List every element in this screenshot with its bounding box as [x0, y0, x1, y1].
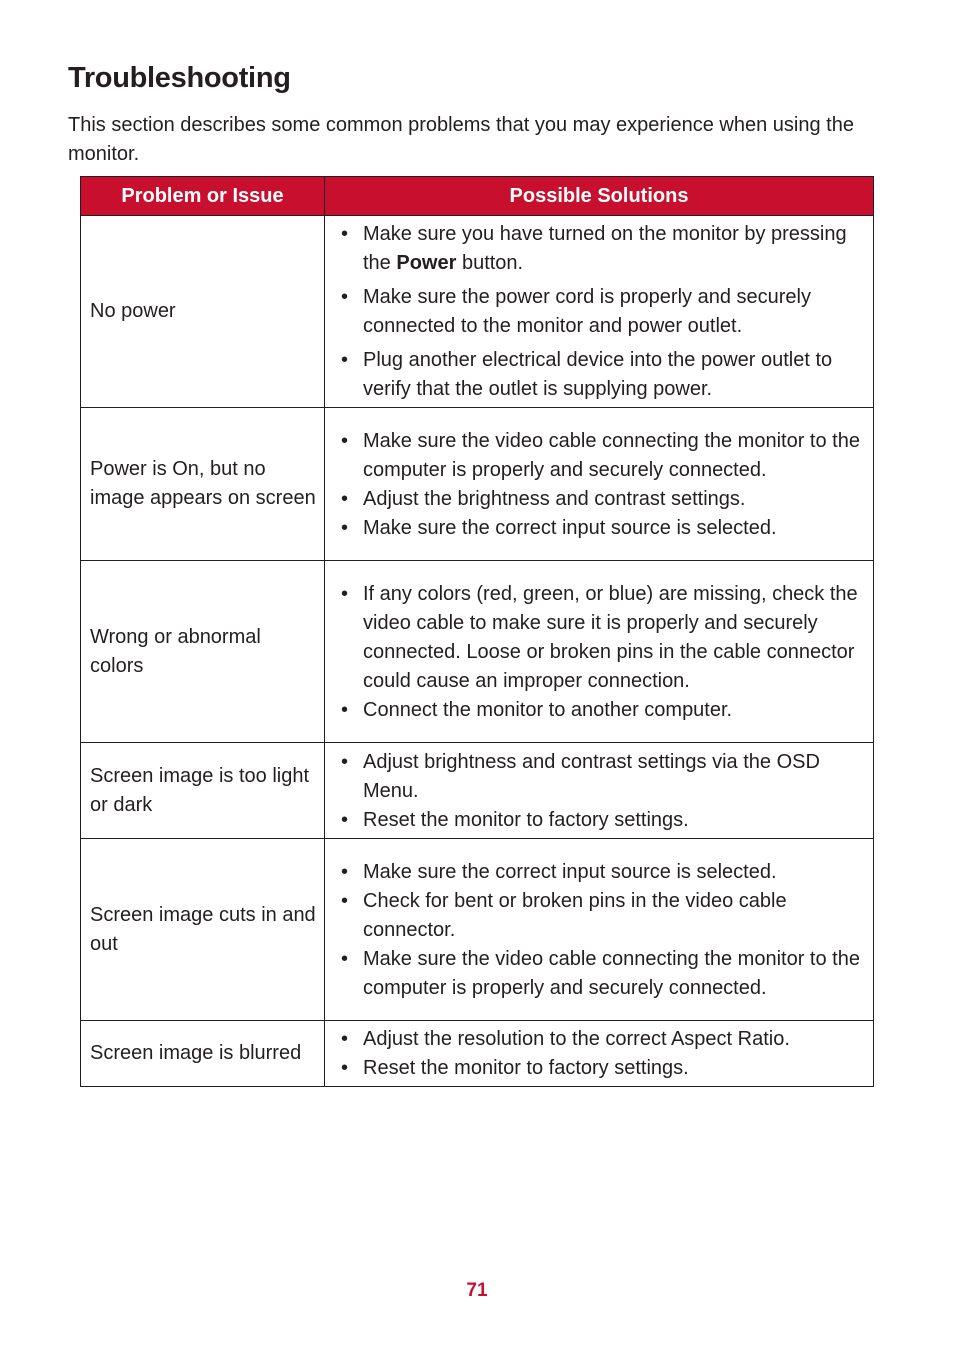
- table-row: [81, 1021, 874, 1087]
- solution-item: • If any colors (red, green, or blue) are missing, check the video cable to make sure it is properly and securely connected. Loose or broken pins in the cable connector could cause an improper connection.: [341, 580, 865, 696]
- solutions-cell: [325, 1021, 874, 1087]
- solution-item: • Connect the monitor to another computer.: [341, 696, 865, 725]
- solution-item: • Make sure the power cord is properly and securely connected to the monitor and power outlet.: [341, 283, 865, 341]
- solution-item: • Make sure the video cable connecting the monitor to the computer is properly and securely connected.: [341, 945, 865, 1003]
- problem-cell: Screen image is blurred: [81, 1021, 325, 1087]
- solution-item: • Adjust brightness and contrast settings via the OSD Menu.: [341, 748, 865, 806]
- table-row: [81, 743, 874, 839]
- table-row: [81, 561, 874, 743]
- page-title: Troubleshooting: [68, 62, 291, 94]
- solutions-list: [341, 220, 865, 404]
- solutions-list: [341, 1025, 865, 1083]
- intro-paragraph: This section describes some common problems that you may experience when using the monitor.: [68, 114, 854, 165]
- problem-cell: Screen image is too light or dark: [81, 743, 325, 839]
- problem-cell: Power is On, but no image appears on screen: [81, 408, 325, 561]
- solution-item: • Adjust the brightness and contrast settings.: [341, 485, 865, 514]
- solution-item: • Adjust the resolution to the correct Aspect Ratio.: [341, 1025, 865, 1054]
- solution-item: • Plug another electrical device into the power outlet to verify that the outlet is supplying power.: [341, 346, 865, 404]
- page-number: 71: [466, 1280, 488, 1301]
- troubleshooting-table: [80, 176, 874, 1087]
- table-row: [81, 408, 874, 561]
- table-row: [81, 216, 874, 408]
- power-button-label: Power: [396, 252, 457, 274]
- solutions-cell: [325, 408, 874, 561]
- solutions-cell: [325, 839, 874, 1021]
- solutions-cell: [325, 216, 874, 408]
- solution-item: • Check for bent or broken pins in the video cable connector.: [341, 887, 865, 945]
- solutions-cell: [325, 561, 874, 743]
- solution-item: • Reset the monitor to factory settings.: [341, 806, 865, 835]
- table-header-row: [81, 177, 874, 216]
- solution-item: • Make sure the correct input source is selected.: [341, 514, 865, 543]
- solutions-list: [341, 580, 865, 725]
- solutions-cell: [325, 743, 874, 839]
- problem-cell: No power: [81, 216, 325, 408]
- problem-cell: Screen image cuts in and out: [81, 839, 325, 1021]
- solutions-list: [341, 748, 865, 835]
- solutions-list: [341, 858, 865, 1003]
- solution-item: • Make sure the video cable connecting the monitor to the computer is properly and securely connected.: [341, 427, 865, 485]
- solutions-list: [341, 427, 865, 543]
- solution-item: • Reset the monitor to factory settings.: [341, 1054, 865, 1083]
- solution-item: • Make sure you have turned on the monitor by pressing the Power button.: [341, 220, 865, 278]
- header-solutions: Possible Solutions: [325, 177, 874, 216]
- header-problem: Problem or Issue: [81, 177, 325, 216]
- solution-item: • Make sure the correct input source is selected.: [341, 858, 865, 887]
- problem-cell: Wrong or abnormal colors: [81, 561, 325, 743]
- table-row: [81, 839, 874, 1021]
